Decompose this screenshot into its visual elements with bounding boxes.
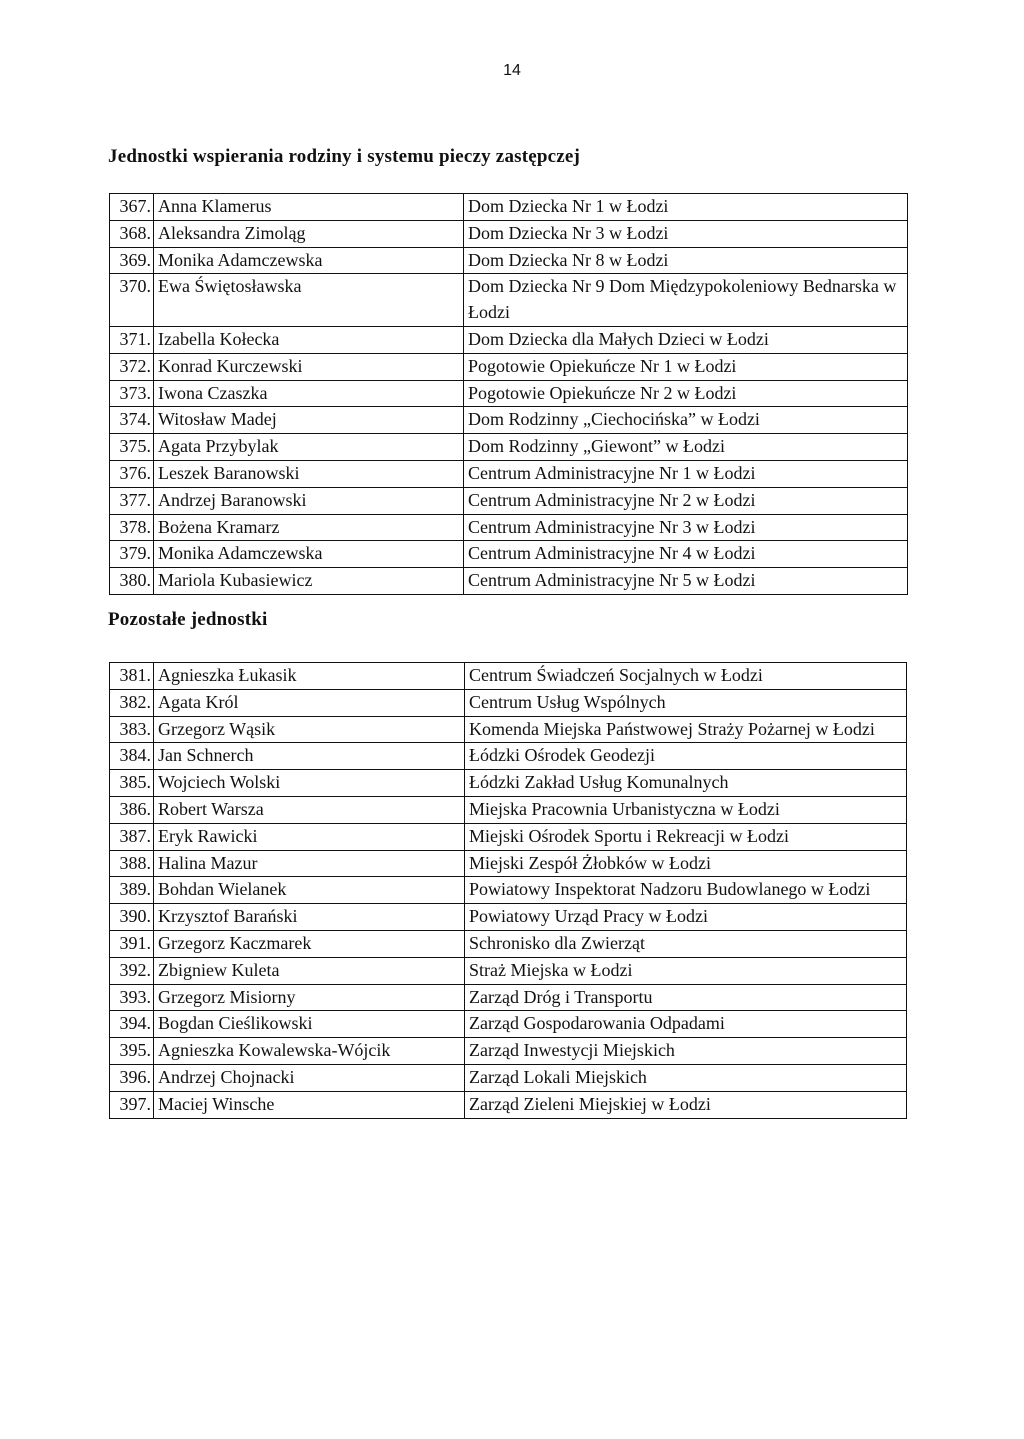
person-name: Aleksandra Zimoląg: [154, 220, 464, 247]
unit-name: Łódzki Zakład Usług Komunalnych: [465, 770, 907, 797]
table-row: [110, 984, 907, 1011]
person-name: Maciej Winsche: [154, 1091, 465, 1118]
unit-name: Łódzki Ośrodek Geodezji: [465, 743, 907, 770]
section-title-other-units: Pozostałe jednostki: [108, 609, 268, 630]
person-name: Agnieszka Łukasik: [154, 663, 465, 690]
row-number: 382.: [110, 689, 154, 716]
unit-name: Dom Rodzinny „Giewont” w Łodzi: [464, 434, 908, 461]
unit-name: Powiatowy Urząd Pracy w Łodzi: [465, 904, 907, 931]
row-number: 383.: [110, 716, 154, 743]
table-row: [110, 247, 908, 274]
row-number: 377.: [110, 487, 154, 514]
unit-name: Centrum Świadczeń Socjalnych w Łodzi: [465, 663, 907, 690]
table-row: [110, 487, 908, 514]
unit-name: Centrum Administracyjne Nr 1 w Łodzi: [464, 460, 908, 487]
table-row: [110, 434, 908, 461]
row-number: 396.: [110, 1064, 154, 1091]
page-number: 14: [503, 62, 521, 79]
unit-name: Powiatowy Inspektorat Nadzoru Budowlanego w Łodzi: [465, 877, 907, 904]
row-number: 371.: [110, 326, 154, 353]
person-name: Grzegorz Wąsik: [154, 716, 465, 743]
person-name: Bogdan Cieślikowski: [154, 1011, 465, 1038]
person-name: Mariola Kubasiewicz: [154, 568, 464, 595]
person-name: Bożena Kramarz: [154, 514, 464, 541]
person-name: Konrad Kurczewski: [154, 353, 464, 380]
unit-name: Pogotowie Opiekuńcze Nr 2 w Łodzi: [464, 380, 908, 407]
table-row: [110, 930, 907, 957]
table-row: [110, 770, 907, 797]
table-row: [110, 514, 908, 541]
unit-name: Straż Miejska w Łodzi: [465, 957, 907, 984]
table-row: [110, 743, 907, 770]
table-row: [110, 823, 907, 850]
table-row: [110, 877, 907, 904]
table-row: [110, 220, 908, 247]
unit-name: Zarząd Gospodarowania Odpadami: [465, 1011, 907, 1038]
unit-name: Schronisko dla Zwierząt: [465, 930, 907, 957]
table-row: [110, 568, 908, 595]
row-number: 391.: [110, 930, 154, 957]
table-row: [110, 1091, 907, 1118]
unit-name: Pogotowie Opiekuńcze Nr 1 w Łodzi: [464, 353, 908, 380]
table-row: [110, 663, 907, 690]
unit-name: Dom Dziecka dla Małych Dzieci w Łodzi: [464, 326, 908, 353]
row-number: 373.: [110, 380, 154, 407]
person-name: Jan Schnerch: [154, 743, 465, 770]
row-number: 388.: [110, 850, 154, 877]
unit-name: Dom Dziecka Nr 8 w Łodzi: [464, 247, 908, 274]
unit-name: Centrum Usług Wspólnych: [465, 689, 907, 716]
person-name: Wojciech Wolski: [154, 770, 465, 797]
unit-name: Miejski Zespół Żłobków w Łodzi: [465, 850, 907, 877]
unit-name: Centrum Administracyjne Nr 4 w Łodzi: [464, 541, 908, 568]
table-row: [110, 407, 908, 434]
person-name: Agnieszka Kowalewska-Wójcik: [154, 1038, 465, 1065]
person-name: Zbigniew Kuleta: [154, 957, 465, 984]
table-row: [110, 541, 908, 568]
other-units-table-body: [110, 663, 907, 1119]
unit-name: Dom Dziecka Nr 1 w Łodzi: [464, 194, 908, 221]
section-title-support-units: Jednostki wspierania rodziny i systemu pieczy zastępczej: [108, 146, 581, 167]
row-number: 367.: [110, 194, 154, 221]
person-name: Eryk Rawicki: [154, 823, 465, 850]
table-row: [110, 904, 907, 931]
row-number: 387.: [110, 823, 154, 850]
person-name: Witosław Madej: [154, 407, 464, 434]
table-row: [110, 1038, 907, 1065]
table-row: [110, 1064, 907, 1091]
table-row: [110, 1011, 907, 1038]
person-name: Grzegorz Misiorny: [154, 984, 465, 1011]
row-number: 378.: [110, 514, 154, 541]
person-name: Andrzej Baranowski: [154, 487, 464, 514]
person-name: Izabella Kołecka: [154, 326, 464, 353]
row-number: 392.: [110, 957, 154, 984]
unit-name: Zarząd Inwestycji Miejskich: [465, 1038, 907, 1065]
row-number: 385.: [110, 770, 154, 797]
row-number: 381.: [110, 663, 154, 690]
row-number: 374.: [110, 407, 154, 434]
row-number: 376.: [110, 460, 154, 487]
unit-name: Centrum Administracyjne Nr 5 w Łodzi: [464, 568, 908, 595]
other-units-table: [109, 662, 907, 1119]
table-row: [110, 850, 907, 877]
row-number: 394.: [110, 1011, 154, 1038]
row-number: 379.: [110, 541, 154, 568]
person-name: Andrzej Chojnacki: [154, 1064, 465, 1091]
table-row: [110, 326, 908, 353]
person-name: Agata Przybylak: [154, 434, 464, 461]
person-name: Ewa Świętosławska: [154, 274, 464, 327]
unit-name: Centrum Administracyjne Nr 3 w Łodzi: [464, 514, 908, 541]
row-number: 386.: [110, 796, 154, 823]
row-number: 370.: [110, 274, 154, 327]
person-name: Monika Adamczewska: [154, 541, 464, 568]
unit-name: Dom Rodzinny „Ciechocińska” w Łodzi: [464, 407, 908, 434]
table-row: [110, 353, 908, 380]
person-name: Leszek Baranowski: [154, 460, 464, 487]
unit-name: Miejski Ośrodek Sportu i Rekreacji w Łodzi: [465, 823, 907, 850]
support-units-table: [109, 193, 908, 595]
person-name: Anna Klamerus: [154, 194, 464, 221]
table-row: [110, 274, 908, 327]
person-name: Halina Mazur: [154, 850, 465, 877]
row-number: 368.: [110, 220, 154, 247]
row-number: 390.: [110, 904, 154, 931]
row-number: 369.: [110, 247, 154, 274]
table-row: [110, 194, 908, 221]
table-row: [110, 689, 907, 716]
row-number: 375.: [110, 434, 154, 461]
table-row: [110, 380, 908, 407]
unit-name: Zarząd Zieleni Miejskiej w Łodzi: [465, 1091, 907, 1118]
person-name: Iwona Czaszka: [154, 380, 464, 407]
unit-name: Miejska Pracownia Urbanistyczna w Łodzi: [465, 796, 907, 823]
row-number: 384.: [110, 743, 154, 770]
unit-name: Dom Dziecka Nr 3 w Łodzi: [464, 220, 908, 247]
row-number: 380.: [110, 568, 154, 595]
person-name: Krzysztof Barański: [154, 904, 465, 931]
person-name: Monika Adamczewska: [154, 247, 464, 274]
support-units-table-body: [110, 194, 908, 595]
table-row: [110, 796, 907, 823]
person-name: Bohdan Wielanek: [154, 877, 465, 904]
table-row: [110, 460, 908, 487]
unit-name: Zarząd Lokali Miejskich: [465, 1064, 907, 1091]
table-row: [110, 716, 907, 743]
unit-name: Komenda Miejska Państwowej Straży Pożarnej w Łodzi: [465, 716, 907, 743]
person-name: Agata Król: [154, 689, 465, 716]
row-number: 393.: [110, 984, 154, 1011]
row-number: 389.: [110, 877, 154, 904]
unit-name: Zarząd Dróg i Transportu: [465, 984, 907, 1011]
row-number: 397.: [110, 1091, 154, 1118]
person-name: Grzegorz Kaczmarek: [154, 930, 465, 957]
row-number: 372.: [110, 353, 154, 380]
table-row: [110, 957, 907, 984]
unit-name: Dom Dziecka Nr 9 Dom Międzypokoleniowy Bednarska w Łodzi: [464, 274, 908, 327]
unit-name: Centrum Administracyjne Nr 2 w Łodzi: [464, 487, 908, 514]
row-number: 395.: [110, 1038, 154, 1065]
person-name: Robert Warsza: [154, 796, 465, 823]
